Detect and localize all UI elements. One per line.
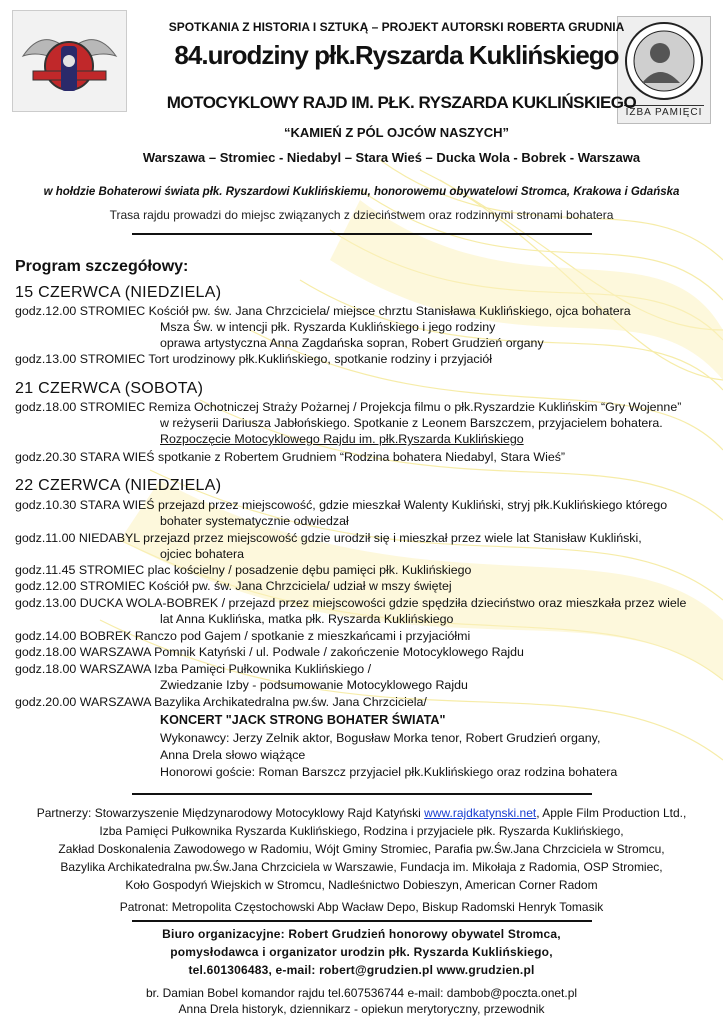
program-row: godz.13.00 DUCKA WOLA-BOBREK / przejazd przez miejscowości gdzie spędziła dzieciństwo oraz mieszkała przez wiele xyxy=(15,596,687,610)
partners-text: Partnerzy: Stowarzyszenie Międzynarodowy Motocyklowy Rajd Katyński xyxy=(36,806,425,820)
divider xyxy=(132,793,592,795)
partners-line xyxy=(0,804,723,822)
office-line: Biuro organizacyjne: Robert Grudzień honorowy obywatel Stromca, xyxy=(162,927,561,941)
rajdkatynski-link[interactable]: www.rajdkatynski.net xyxy=(424,806,537,820)
day-heading: 22 CZERWCA (NIEDZIELA) xyxy=(15,477,222,494)
program-row: w reżyserii Dariusza Jabłońskiego. Spotkanie z Leonem Barszczem, przyjacielem bohatera. xyxy=(160,416,663,430)
historian-line: Anna Drela historyk, dziennikarz - opiekun merytoryczny, przewodnik xyxy=(178,1002,545,1016)
day-heading: 21 CZERWCA (SOBOTA) xyxy=(15,380,204,397)
partners-line: Izba Pamięci Pułkownika Ryszarda Kuklińskiego, Rodzina i przyjaciele płk. Ryszarda Kuklińskiego, xyxy=(99,824,624,838)
divider xyxy=(132,920,592,922)
dedication: w hołdzie Bohaterowi świata płk. Ryszardowi Kuklińskiemu, honorowemu obywatelowi Stromca, Krakowa i Gdańska xyxy=(43,186,680,198)
program-row: Honorowi goście: Roman Barszcz przyjaciel płk.Kuklińskiego oraz rodzina bohatera xyxy=(160,765,618,779)
day-heading: 15 CZERWCA (NIEDZIELA) xyxy=(15,284,222,301)
program-row: godz.18.00 WARSZAWA Izba Pamięci Pułkownika Kuklińskiego / xyxy=(15,662,372,676)
concert-title: KONCERT "JACK STRONG BOHATER ŚWIATA" xyxy=(160,713,446,727)
page-title: 84.urodziny płk.Ryszarda Kuklińskiego xyxy=(174,40,619,70)
route-description: Trasa rajdu prowadzi do miejsc związanych z dzieciństwem oraz rodzinnymi stronami bohatera xyxy=(109,208,614,222)
program-row: godz.20.30 STARA WIEŚ spotkanie z Robertem Grudniem “Rodzina bohatera Niedabyl, Stara Wieś” xyxy=(15,450,566,464)
program-row: Msza Św. w intencji płk. Ryszarda Kuklińskiego i jego rodziny xyxy=(160,320,496,334)
rally-title: MOTOCYKLOWY RAJD IM. PŁK. RYSZARDA KUKLIŃSKIEGO xyxy=(166,93,637,112)
program-row: godz.10.30 STARA WIEŚ przejazd przez miejscowość, gdzie mieszkał Walenty Kukliński, stryj płk.Kuklińskiego którego xyxy=(15,498,668,512)
program-row: Wykonawcy: Jerzy Zelnik aktor, Bogusław Morka tenor, Robert Grudzień organy, xyxy=(160,731,601,745)
commander-contact: br. Damian Bobel komandor rajdu tel.607536744 e-mail: dambob@poczta.onet.pl xyxy=(145,986,578,1000)
program-row: godz.11.45 STROMIEC plac kościelny / posadzenie dębu pamięci płk. Kuklińskiego xyxy=(15,563,472,577)
program-row: ojciec bohatera xyxy=(160,547,245,561)
program-row: godz.11.00 NIEDABYL przejazd przez miejscowość gdzie urodził się i mieszkał przez wiele lat Stanisław Kukliński, xyxy=(15,531,642,545)
route: Warszawa – Stromiec - Niedabyl – Stara Wieś – Ducka Wola - Bobrek - Warszawa xyxy=(142,150,641,165)
partners-line: Koło Gospodyń Wiejskich w Stromcu, Nadleśnictwo Dobieszyn, American Corner Radom xyxy=(125,878,598,892)
program-row: godz.18.00 STROMIEC Remiza Ochotniczej Straży Pożarnej / Projekcja filmu o płk.Ryszardzie Kuklińskim “Gry Wojenne” xyxy=(15,400,682,414)
patronat: Patronat: Metropolita Częstochowski Abp Wacław Depo, Biskup Radomski Henryk Tomasik xyxy=(119,900,604,914)
partners-line: Zakład Doskonalenia Zawodowego w Radomiu, Wójt Gminy Stromiec, Parafia pw.Św.Jana Chrzciciela w Stromcu, xyxy=(58,842,665,856)
program-row: godz.18.00 WARSZAWA Pomnik Katyński / ul. Podwale / zakończenie Motocyklowego Rajdu xyxy=(15,645,524,659)
project-subtitle: SPOTKANIA Z HISTORIA I SZTUKĄ – PROJEKT AUTORSKI ROBERTA GRUDNIA xyxy=(168,20,625,34)
program-row: Zwiedzanie Izby - podsumowanie Motocyklowego Rajdu xyxy=(160,678,468,692)
program-row: godz.13.00 STROMIEC Tort urodzinowy płk.Kuklińskiego, spotkanie rodziny i przyjaciół xyxy=(15,352,493,366)
partners-line: Bazylika Archikatedralna pw.Św.Jana Chrzciciela w Warszawie, Fundacja im. Mikołaja z Radomia, OSP Stromiec, xyxy=(60,860,663,874)
program-row: godz.20.00 WARSZAWA Bazylika Archikatedralna pw.św. Jana Chrzciciela/ xyxy=(15,695,427,709)
divider xyxy=(132,233,592,235)
program-row: bohater systematycznie odwiedzał xyxy=(160,514,349,528)
program-heading: Program szczegółowy: xyxy=(15,258,189,275)
office-contact: tel.601306483, e-mail: robert@grudzien.pl www.grudzien.pl xyxy=(188,963,535,977)
program-row: godz.12.00 STROMIEC Kościół pw. św. Jana Chrzciciela/ miejsce chrztu Stanisława Kuklińskiego, ojca bohatera xyxy=(15,304,631,318)
program-row: Anna Drela słowo wiążące xyxy=(160,748,306,762)
program-row: godz.14.00 BOBREK Ranczo pod Gajem / spotkanie z mieszkańcami i przyjaciółmi xyxy=(15,629,471,643)
motto: “KAMIEŃ Z PÓL OJCÓW NASZYCH” xyxy=(283,125,510,140)
program-row: oprawa artystyczna Anna Zagdańska sopran, Robert Grudzień organy xyxy=(160,336,544,350)
office-line: pomysłodawca i organizator urodzin płk. Ryszarda Kuklińskiego, xyxy=(170,945,553,959)
partners-text: , Apple Film Production Ltd., xyxy=(536,806,687,820)
program-row: Rozpoczęcie Motocyklowego Rajdu im. płk.Ryszarda Kuklińskiego xyxy=(160,432,524,446)
program-row: godz.12.00 STROMIEC Kościół pw. św. Jana Chrzciciela/ udział w mszy świętej xyxy=(15,579,452,593)
program-row: lat Anna Kuklińska, matka płk. Ryszarda Kuklińskiego xyxy=(160,612,454,626)
izba-pamieci-label: IZBA PAMIĘCI xyxy=(625,107,703,118)
